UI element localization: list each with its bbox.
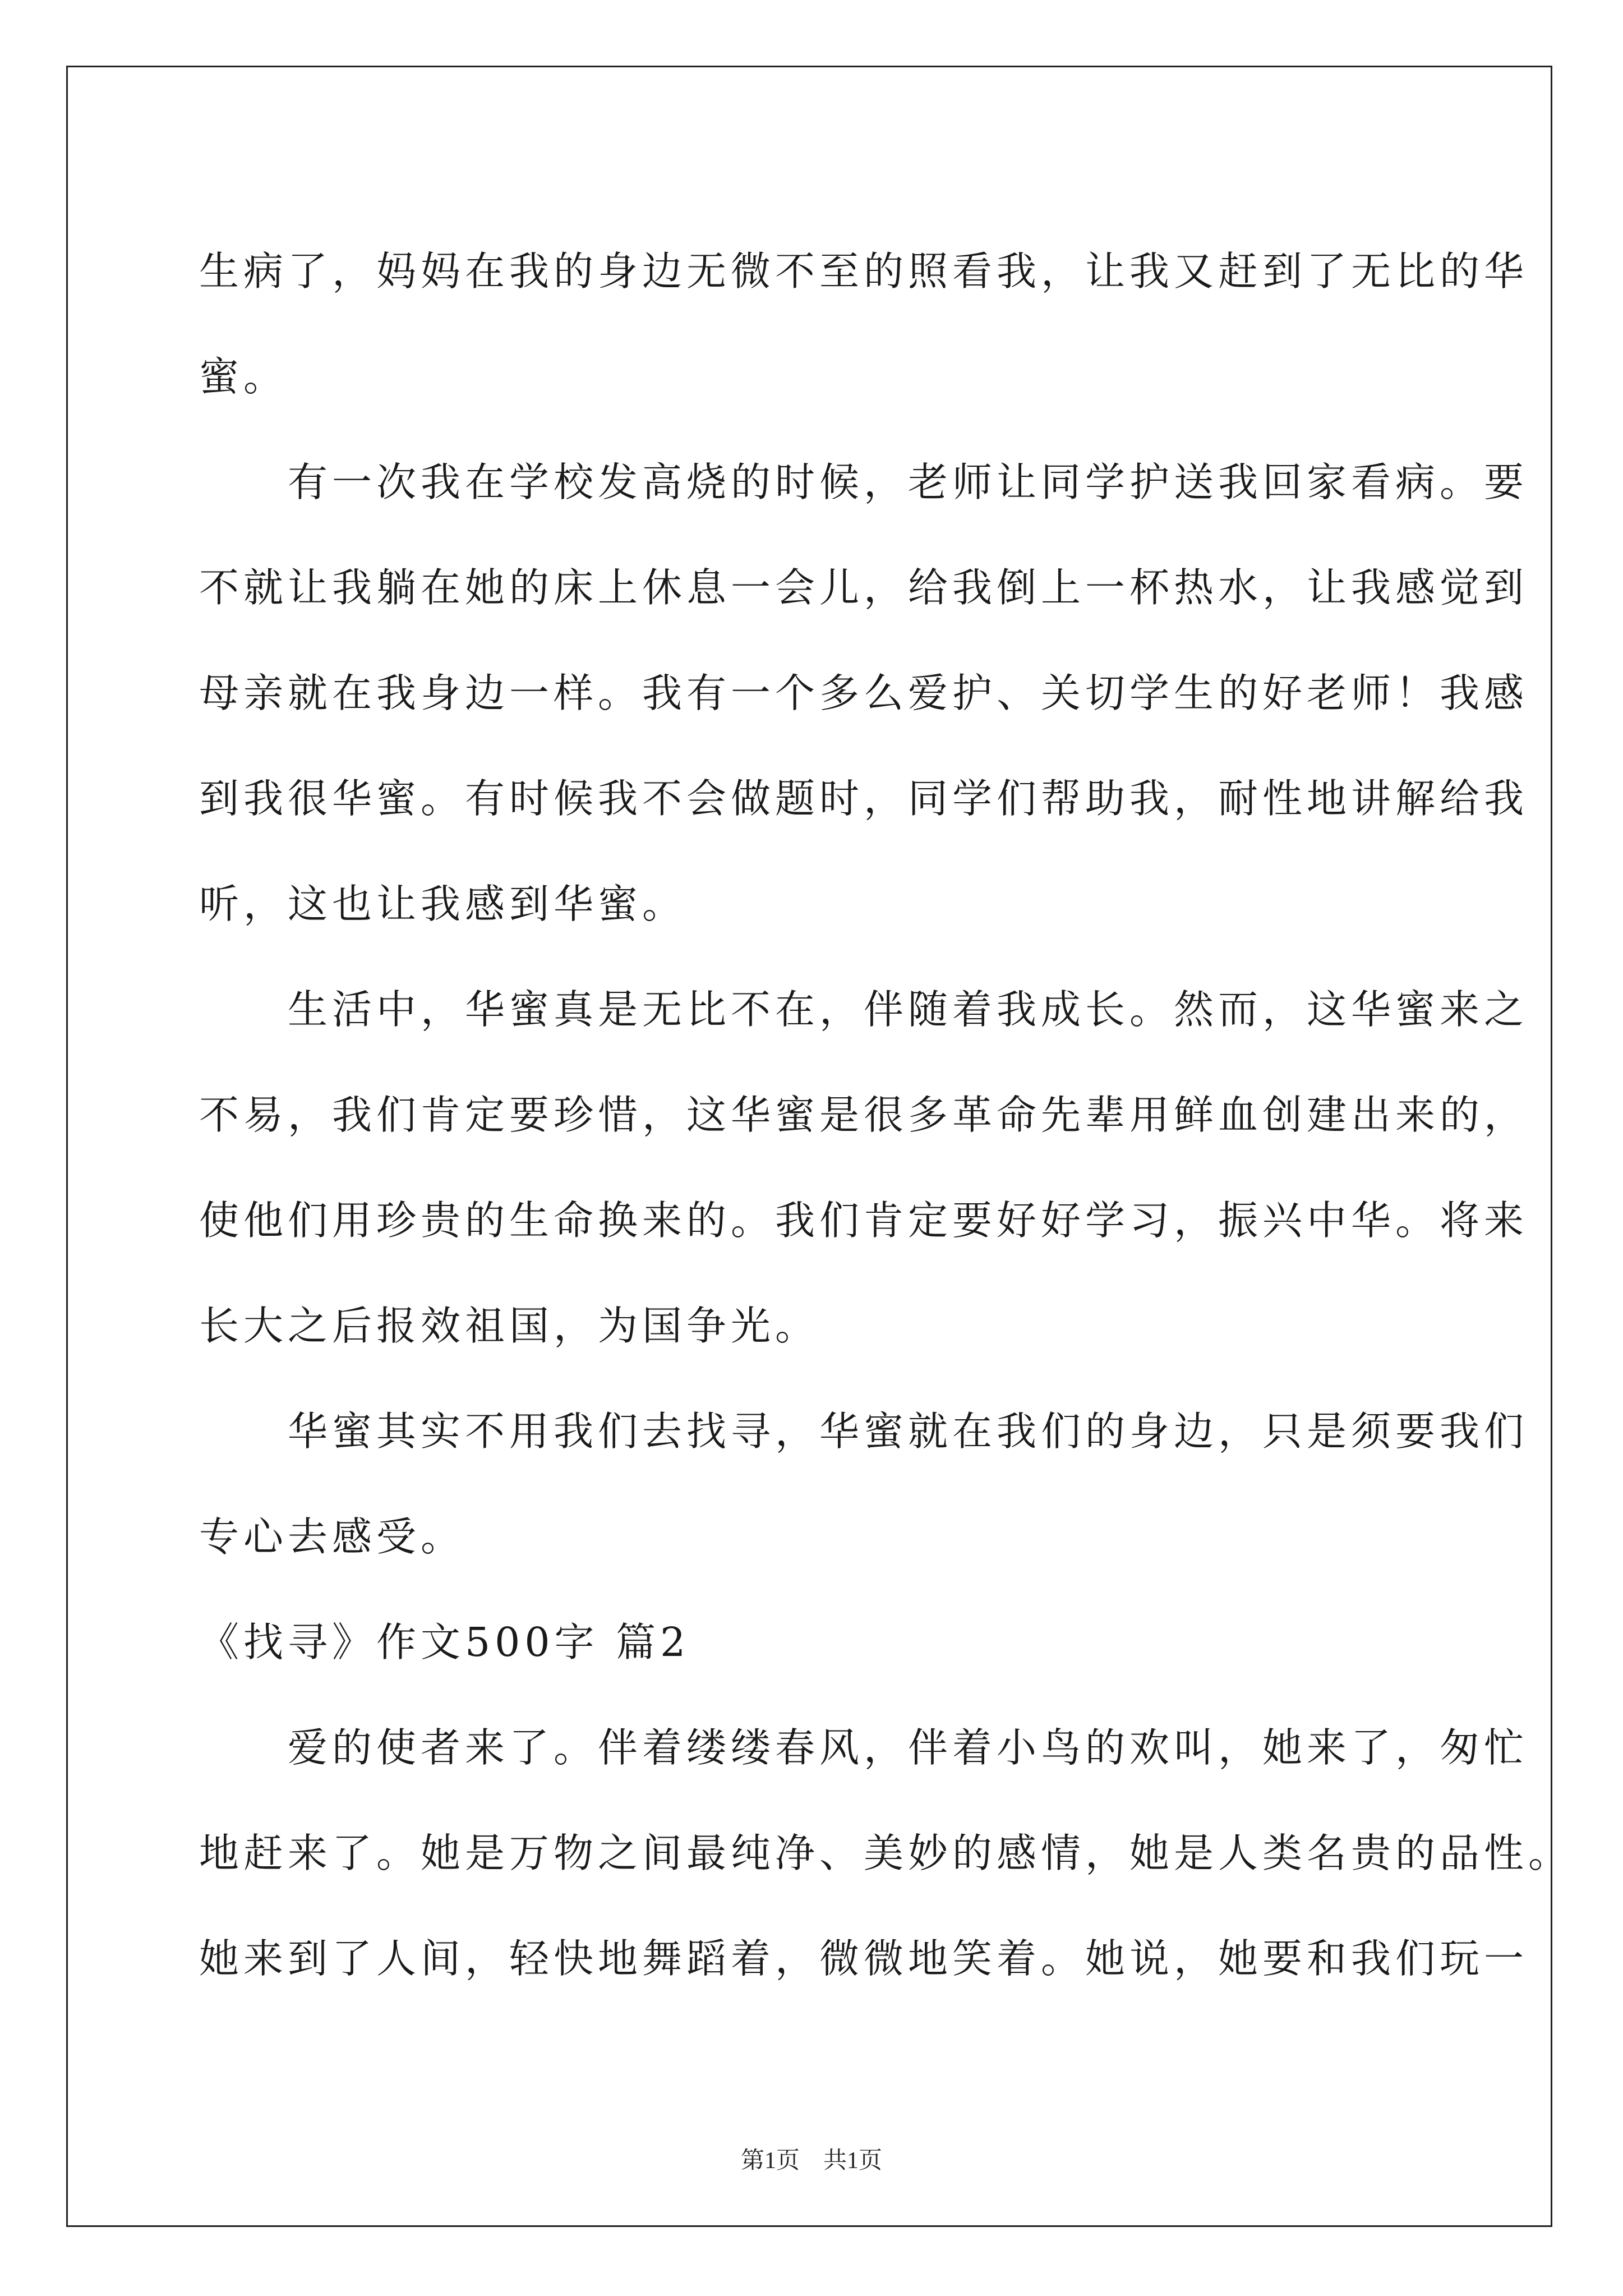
text-line: 有一次我在学校发高烧的时候，老师让同学护送我回家看病。要 bbox=[199, 459, 1529, 505]
text-line: 生病了，妈妈在我的身边无微不至的照看我，让我又赶到了无比的华 bbox=[199, 248, 1529, 295]
text-line: 爱的使者来了。伴着缕缕春风，伴着小鸟的欢叫，她来了，匆忙 bbox=[199, 1724, 1529, 1771]
text-line: 专心去感受。 bbox=[199, 1513, 465, 1560]
text-line: 母亲就在我身边一样。我有一个多么爱护、关切学生的好老师！我感 bbox=[199, 670, 1529, 716]
text-line: 华蜜其实不用我们去找寻，华蜜就在我们的身边，只是须要我们 bbox=[199, 1408, 1529, 1455]
page-number-footer: 第1页 共1页 bbox=[740, 2148, 882, 2174]
text-line: 长大之后报效祖国，为国争光。 bbox=[199, 1303, 820, 1349]
text-line: 不就让我躺在她的床上休息一会儿，给我倒上一杯热水，让我感觉到 bbox=[199, 564, 1529, 611]
text-line: 地赶来了。她是万物之间最纯净、美妙的感情，她是人类名贵的品性。 bbox=[199, 1830, 1573, 1876]
document-body bbox=[199, 219, 1573, 2012]
text-line: 到我很华蜜。有时候我不会做题时，同学们帮助我，耐性地讲解给我 bbox=[199, 775, 1529, 822]
section-heading: 《找寻》作文500字 篇2 bbox=[199, 1619, 690, 1665]
text-line: 蜜。 bbox=[199, 353, 288, 400]
text-line: 生活中，华蜜真是无比不在，伴随着我成长。然而，这华蜜来之 bbox=[199, 986, 1529, 1033]
text-line: 她来到了人间，轻快地舞蹈着，微微地笑着。她说，她要和我们玩一 bbox=[199, 1935, 1529, 1982]
text-line: 听，这也让我感到华蜜。 bbox=[199, 881, 687, 927]
text-line: 使他们用珍贵的生命换来的。我们肯定要好好学习，振兴中华。将来 bbox=[199, 1197, 1529, 1244]
text-line: 不易，我们肯定要珍惜，这华蜜是很多革命先辈用鲜血创建出来的， bbox=[199, 1092, 1529, 1138]
